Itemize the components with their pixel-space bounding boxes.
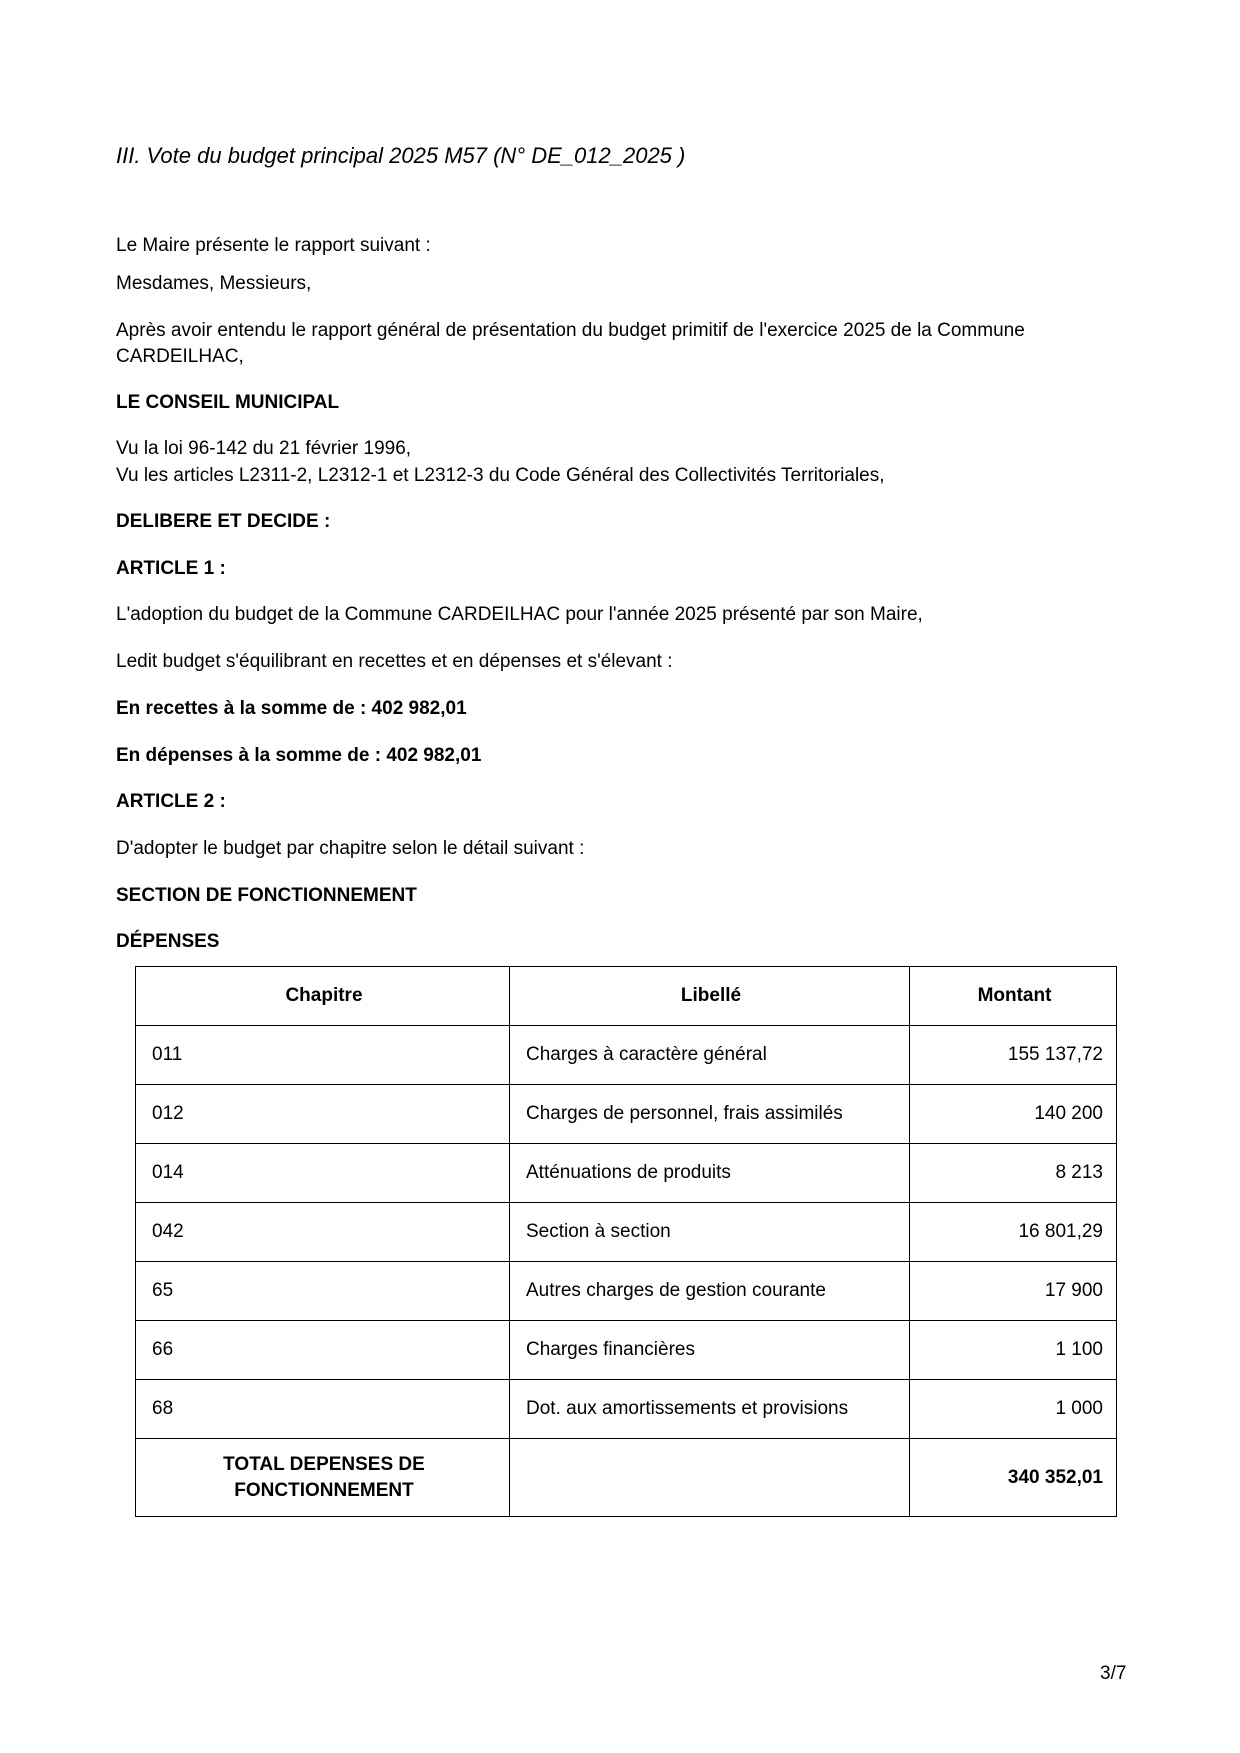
cell-libelle: Atténuations de produits — [510, 1144, 910, 1203]
expenses-amount: En dépenses à la somme de : 402 982,01 — [116, 745, 482, 766]
table-header-row — [136, 967, 1117, 1026]
cell-montant: 8 213 — [910, 1144, 1117, 1203]
total-label-cell — [136, 1439, 510, 1517]
cell-libelle: Dot. aux amortissements et provisions — [510, 1380, 910, 1439]
greeting-text: Mesdames, Messieurs, — [116, 273, 312, 294]
article-2-heading: ARTICLE 2 : — [116, 791, 226, 812]
table-row — [136, 1026, 1117, 1085]
cell-montant: 1 100 — [910, 1321, 1117, 1380]
cell-chapitre: 011 — [136, 1026, 510, 1085]
cell-chapitre: 042 — [136, 1203, 510, 1262]
receipts-amount: En recettes à la somme de : 402 982,01 — [116, 698, 467, 719]
cell-montant: 16 801,29 — [910, 1203, 1117, 1262]
table-row — [136, 1262, 1117, 1321]
cell-chapitre: 66 — [136, 1321, 510, 1380]
law-reference-2: Vu les articles L2311-2, L2312-1 et L2312-3 du Code Général des Collectivités Territoriales, — [116, 465, 885, 486]
total-label-line1: TOTAL DEPENSES DE — [223, 1453, 425, 1475]
total-label-line2: FONCTIONNEMENT — [234, 1479, 414, 1501]
adoption-text: L'adoption du budget de la Commune CARDEILHAC pour l'année 2025 présenté par son Maire, — [116, 604, 923, 625]
council-heading: LE CONSEIL MUNICIPAL — [116, 392, 340, 413]
page-number: 3/7 — [1100, 1663, 1127, 1684]
cell-montant: 140 200 — [910, 1085, 1117, 1144]
intro-text: Le Maire présente le rapport suivant : — [116, 235, 431, 256]
cell-libelle: Section à section — [510, 1203, 910, 1262]
cell-chapitre: 65 — [136, 1262, 510, 1321]
cell-libelle: Charges à caractère général — [510, 1026, 910, 1085]
table-row — [136, 1144, 1117, 1203]
cell-chapitre: 68 — [136, 1380, 510, 1439]
total-empty-cell — [510, 1439, 910, 1517]
law-reference-1: Vu la loi 96-142 du 21 février 1996, — [116, 438, 412, 459]
column-header-libelle: Libellé — [510, 967, 910, 1026]
report-text-line2: CARDEILHAC, — [116, 346, 244, 367]
total-amount-cell: 340 352,01 — [910, 1439, 1117, 1517]
table-row — [136, 1380, 1117, 1439]
cell-libelle: Charges de personnel, frais assimilés — [510, 1085, 910, 1144]
subsection-heading: DÉPENSES — [116, 931, 220, 952]
table-row — [136, 1203, 1117, 1262]
table-total-row — [136, 1439, 1117, 1517]
cell-montant: 17 900 — [910, 1262, 1117, 1321]
cell-chapitre: 014 — [136, 1144, 510, 1203]
budget-table — [135, 966, 1117, 1517]
adopt-chapter-text: D'adopter le budget par chapitre selon le détail suivant : — [116, 838, 585, 859]
column-header-montant: Montant — [910, 967, 1117, 1026]
cell-libelle: Charges financières — [510, 1321, 910, 1380]
table-row — [136, 1321, 1117, 1380]
cell-montant: 1 000 — [910, 1380, 1117, 1439]
balance-text: Ledit budget s'équilibrant en recettes et en dépenses et s'élevant : — [116, 651, 673, 672]
cell-libelle: Autres charges de gestion courante — [510, 1262, 910, 1321]
decide-heading: DELIBERE ET DECIDE : — [116, 511, 331, 532]
page-title: III. Vote du budget principal 2025 M57 (N° DE_012_2025 ) — [116, 143, 686, 168]
cell-chapitre: 012 — [136, 1085, 510, 1144]
column-header-chapitre: Chapitre — [136, 967, 510, 1026]
table-row — [136, 1085, 1117, 1144]
report-text-line1: Après avoir entendu le rapport général de présentation du budget primitif de l'exercice 2025 de la Commune — [116, 320, 1025, 341]
section-heading: SECTION DE FONCTIONNEMENT — [116, 885, 417, 906]
cell-montant: 155 137,72 — [910, 1026, 1117, 1085]
article-1-heading: ARTICLE 1 : — [116, 558, 226, 579]
